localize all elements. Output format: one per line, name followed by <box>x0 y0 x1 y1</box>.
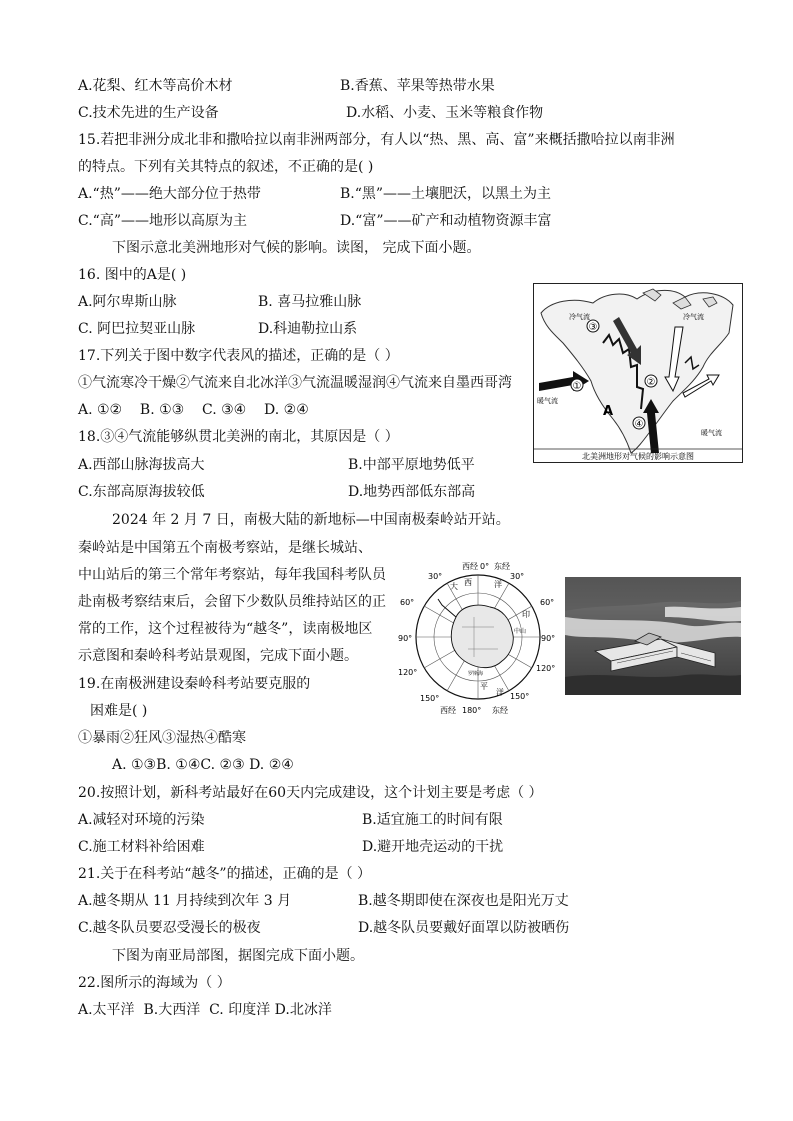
na-label-a: A <box>603 404 614 419</box>
q16-option-b: B. 喜马拉雅山脉 <box>258 294 362 310</box>
na-num-2 <box>645 375 657 388</box>
q16-stem: 16. 图中的A是( ) <box>78 267 187 283</box>
north-america-terrain-figure <box>533 283 743 463</box>
svg-text:60°: 60° <box>540 598 555 607</box>
q16-option-d: D.科迪勒拉山系 <box>258 321 358 337</box>
q17-statements: ①气流寒冷干燥②气流来自北冰洋③气流温暖湿润④气流来自墨西哥湾 <box>78 375 512 391</box>
q18-option-a: A.西部山脉海拔高大 <box>78 457 205 473</box>
q19-statements: ①暴雨②狂风③湿热④酷寒 <box>78 730 246 746</box>
q14-option-c: C.技术先进的生产设备 <box>78 105 219 121</box>
q14-option-d: D.水稻、小麦、玉米等粮食作物 <box>346 105 544 121</box>
na-num-3 <box>587 320 599 333</box>
q21-option-d: D.越冬队员要戴好面罩以防被晒伤 <box>358 920 570 936</box>
q14-option-a: A.花梨、红木等高价木材 <box>78 78 233 94</box>
q14-option-b: B.香蕉、苹果等热带水果 <box>340 78 495 94</box>
q16-option-a: A.阿尔卑斯山脉 <box>78 294 177 310</box>
antarctica-intro-line-2: 秦岭站是中国第五个南极考察站，是继长城站、 <box>78 540 372 556</box>
na-figure-caption: 北美洲地形对气候的影响示意图 <box>582 452 694 461</box>
q20-option-a: A.减轻对环境的污染 <box>78 812 205 828</box>
svg-text:90°: 90° <box>398 634 413 643</box>
na-warm-air-label-2: 暖气流 <box>701 429 722 437</box>
qinling-station-photo <box>565 577 741 695</box>
south-asia-intro: 下图为南亚局部图，据图完成下面小题。 <box>112 948 364 964</box>
q20-option-b: B.适宜施工的时间有限 <box>362 812 503 828</box>
q17-options: A. ①② B. ①③ C. ③④ D. ②④ <box>78 402 309 418</box>
svg-text:30°: 30° <box>428 572 443 581</box>
svg-text:90°: 90° <box>541 634 556 643</box>
na-num-1 <box>571 379 583 392</box>
q20-option-c: C.施工材料补给困难 <box>78 839 205 855</box>
q21-option-b: B.越冬期即使在深夜也是阳光万丈 <box>358 893 569 909</box>
antarctica-intro-line-3: 中山站后的第三个常年考察站，每年我国科考队员 <box>78 567 386 583</box>
svg-text:60°: 60° <box>400 598 415 607</box>
svg-text:洋: 洋 <box>494 580 502 589</box>
antarctica-landmass <box>451 605 513 667</box>
svg-text:30°: 30° <box>510 572 525 581</box>
svg-text:大: 大 <box>450 582 458 591</box>
svg-text:180°: 180° <box>462 706 482 715</box>
svg-text:120°: 120° <box>536 664 556 673</box>
svg-text:②: ② <box>646 377 656 388</box>
svg-text:平: 平 <box>480 682 488 691</box>
svg-text:中山: 中山 <box>514 628 527 635</box>
antarctica-polar-map <box>398 557 558 717</box>
antarctica-intro-line-4: 赴南极考察结束后，会留下少数队员维持站区的正 <box>78 594 386 610</box>
antarctica-intro-line-6: 示意图和秦岭科考站景观图，完成下面小题。 <box>78 648 358 664</box>
q21-option-c: C.越冬队员要忍受漫长的极夜 <box>78 920 261 936</box>
q19-options: A. ①③B. ①④C. ②③ D. ②④ <box>112 757 294 773</box>
na-warm-air-label-1: 暖气流 <box>537 397 558 405</box>
q15-stem-line-1: 15.若把非洲分成北非和撒哈拉以南非洲两部分，有人以“热、黑、高、富”来概括撒哈拉以南非洲 <box>78 132 675 148</box>
svg-text:东经: 东经 <box>492 706 508 715</box>
svg-text:③: ③ <box>588 322 598 333</box>
antarctica-intro-line-5: 常的工作，这个过程被待为“越冬”，读南极地区 <box>78 621 373 637</box>
q15-option-b: B.“黑”——土壤肥沃，以黑土为主 <box>340 186 552 202</box>
q18-option-c: C.东部高原海拔较低 <box>78 484 205 500</box>
svg-text:0°: 0° <box>480 562 490 571</box>
north-america-intro: 下图示意北美洲地形对气候的影响。读图， 完成下面小题。 <box>112 240 481 256</box>
q16-option-c: C. 阿巴拉契亚山脉 <box>78 321 196 337</box>
na-cold-air-label-2: 冷气流 <box>683 313 704 321</box>
svg-text:④: ④ <box>634 419 644 430</box>
svg-text:西经: 西经 <box>440 706 456 715</box>
q19-stem-line-1: 19.在南极洲建设秦岭科考站要克服的 <box>78 676 311 692</box>
svg-text:印: 印 <box>522 610 530 619</box>
q15-stem-line-2: 的特点。下列有关其特点的叙述，不正确的是( ) <box>78 159 374 175</box>
svg-text:①: ① <box>572 381 582 392</box>
svg-text:150°: 150° <box>510 692 530 701</box>
svg-text:西经: 西经 <box>462 562 478 571</box>
q15-option-c: C.“高”——地形以高原为主 <box>78 213 247 229</box>
svg-text:洋: 洋 <box>496 688 504 697</box>
q17-stem: 17.下列关于图中数字代表风的描述，正确的是（ ） <box>78 348 399 364</box>
q18-option-d: D.地势西部低东部高 <box>348 484 476 500</box>
q18-option-b: B.中部平原地势低平 <box>348 457 475 473</box>
q21-option-a: A.越冬期从 11 月持续到次年 3 月 <box>78 893 292 909</box>
q22-stem: 22.图所示的海域为（ ） <box>78 975 231 991</box>
svg-text:150°: 150° <box>420 694 440 703</box>
svg-text:东经: 东经 <box>494 562 510 571</box>
q21-stem: 21.关于在科考站“越冬”的描述，正确的是（ ） <box>78 866 372 882</box>
na-cold-air-label-1: 冷气流 <box>569 313 590 321</box>
svg-text:120°: 120° <box>398 668 418 677</box>
q15-option-a: A.“热”——绝大部分位于热带 <box>78 186 261 202</box>
q20-stem: 20.按照计划，新科考站最好在60天内完成建设，这个计划主要是考虑（ ） <box>78 785 543 801</box>
q22-options: A.太平洋 B.大西洋 C. 印度洋 D.北冰洋 <box>78 1002 332 1018</box>
q18-stem: 18.③④气流能够纵贯北美洲的南北，其原因是（ ） <box>78 429 399 445</box>
svg-text:罗斯海: 罗斯海 <box>468 671 484 677</box>
q19-stem-line-2: 困难是( ) <box>90 703 148 719</box>
q20-option-d: D.避开地壳运动的干扰 <box>362 839 504 855</box>
antarctica-intro-line-1: 2024 年 2 月 7 日，南极大陆的新地标—中国南极秦岭站开站。 <box>112 512 510 528</box>
svg-text:西: 西 <box>464 578 472 587</box>
na-num-4 <box>633 417 645 430</box>
q15-option-d: D.“富”——矿产和动植物资源丰富 <box>340 213 552 229</box>
